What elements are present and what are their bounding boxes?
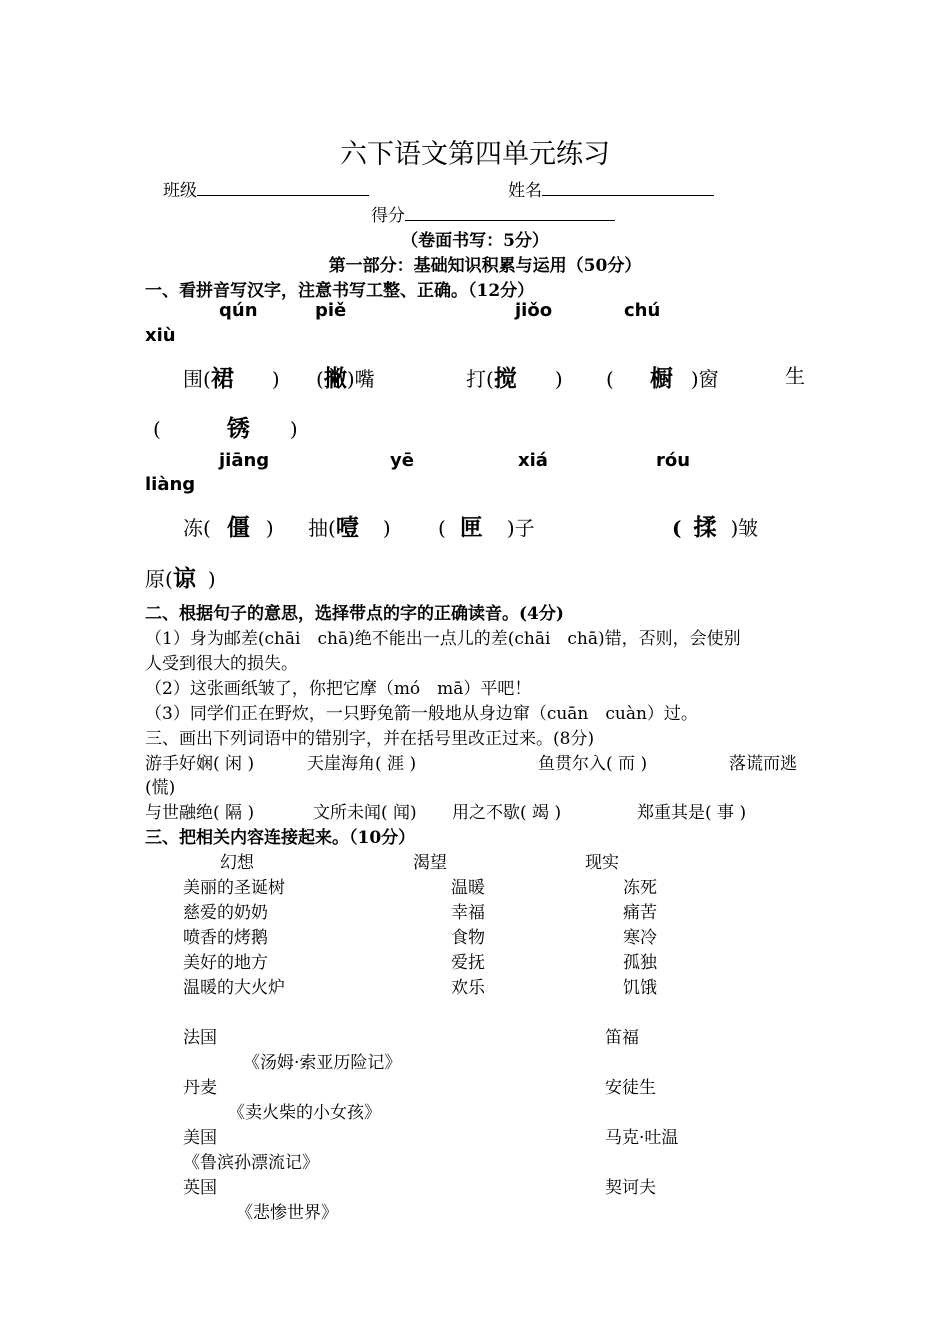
- pinyin: piě: [315, 300, 347, 321]
- answer-group: [153, 410, 298, 443]
- answer-char[interactable]: 橱: [649, 366, 673, 392]
- text: (: [438, 516, 446, 540]
- q3-item: 落谎而逃: [729, 754, 797, 774]
- text: ): [271, 367, 280, 391]
- name-field: [508, 176, 714, 201]
- q4-heading: 三、把相关内容连接起来。（10分）: [145, 828, 416, 848]
- q3-item: 与世融绝( 隔 ): [145, 803, 255, 823]
- match-item[interactable]: 美好的地方: [183, 953, 268, 973]
- match-item[interactable]: 美丽的圣诞树: [183, 878, 285, 898]
- text: 打(: [466, 367, 494, 391]
- q3-item: (慌): [145, 778, 176, 798]
- match-item[interactable]: 笛福: [605, 1028, 639, 1048]
- pinyin: jiāng: [219, 450, 270, 471]
- match-item[interactable]: 丹麦: [183, 1078, 217, 1098]
- text: 生: [785, 364, 805, 388]
- text: )窗: [690, 367, 719, 391]
- answer-char[interactable]: 撇: [323, 366, 347, 392]
- pinyin: yē: [390, 450, 414, 471]
- q3-item: 文所未闻( 闻): [313, 803, 417, 823]
- match-item[interactable]: 《汤姆·索亚历险记》: [243, 1053, 402, 1073]
- q3-item: 游手好娴( 闲 ): [145, 754, 255, 774]
- answer-char[interactable]: 裙: [210, 366, 234, 392]
- q2-line: （3）同学们正在野炊，一只野兔箭一般地从身边窜（cuān cuàn）过。: [145, 704, 698, 724]
- answer-char[interactable]: 锈: [226, 416, 250, 442]
- handwriting-note: （卷面书写：5分）: [401, 231, 549, 251]
- match-item[interactable]: 马克·吐温: [605, 1128, 679, 1148]
- match-item[interactable]: 美国: [183, 1128, 217, 1148]
- match-item[interactable]: 痛苦: [623, 903, 657, 923]
- pinyin: liàng: [145, 474, 196, 495]
- class-field: [163, 176, 369, 201]
- column-head: 现实: [585, 853, 619, 873]
- text: 原(: [145, 567, 173, 591]
- text: ): [554, 367, 563, 391]
- answer-char[interactable]: 搅: [493, 366, 517, 392]
- page-title: 六下语文第四单元练习: [340, 139, 610, 170]
- match-item[interactable]: 爱抚: [451, 953, 485, 973]
- text: )嘴: [346, 367, 375, 391]
- text: )子: [506, 516, 535, 540]
- match-item[interactable]: 饥饿: [623, 978, 657, 998]
- q1-heading: 一、看拼音写汉字，注意书写工整、正确。（12分）: [145, 281, 535, 301]
- pinyin: xiá: [518, 450, 548, 471]
- answer-char[interactable]: 噎: [335, 515, 359, 541]
- answer-char[interactable]: 揉: [693, 515, 717, 541]
- text: 冻(: [183, 516, 211, 540]
- answer-group: [316, 360, 375, 393]
- answer-group: [308, 509, 391, 542]
- match-item[interactable]: 温暖的大火炉: [183, 978, 285, 998]
- q2-line: （1）身为邮差(chāi chā)绝不能出一点儿的差(chāi chā)错，否则，会使别: [145, 629, 741, 649]
- match-item[interactable]: 食物: [451, 928, 485, 948]
- match-item[interactable]: 喷香的烤鹅: [183, 928, 268, 948]
- q3-item: 鱼贯尔入( 而 ): [538, 754, 648, 774]
- q2-heading: 二、根据句子的意思，选择带点的字的正确读音。(4分): [145, 604, 564, 624]
- q3-heading: 三、画出下列词语中的错别字，并在括号里改正过来。(8分): [145, 729, 595, 749]
- name-label: 姓名: [508, 181, 542, 201]
- text: (: [672, 516, 682, 540]
- text: (: [316, 367, 324, 391]
- answer-group: [183, 509, 274, 542]
- class-label: 班级: [163, 181, 197, 201]
- q2-line: 人受到很大的损失。: [145, 654, 298, 674]
- match-item[interactable]: 慈爱的奶奶: [183, 903, 268, 923]
- text: ): [265, 516, 274, 540]
- answer-group: [145, 560, 216, 593]
- match-item[interactable]: 寒冷: [623, 928, 657, 948]
- q3-item: 用之不歇( 竭 ): [452, 803, 562, 823]
- pinyin: jiǒo: [515, 300, 553, 321]
- class-blank[interactable]: [197, 179, 369, 196]
- text: 围(: [183, 367, 211, 391]
- match-item[interactable]: 温暖: [451, 878, 485, 898]
- answer-group: [438, 509, 535, 542]
- pinyin: róu: [656, 450, 691, 471]
- text: ): [382, 516, 391, 540]
- answer-group: [183, 360, 280, 393]
- q3-item: 郑重其是( 事 ): [637, 803, 747, 823]
- match-item[interactable]: 安徒生: [605, 1078, 656, 1098]
- pinyin: qún: [219, 300, 258, 321]
- answer-char[interactable]: 僵: [226, 515, 250, 541]
- name-blank[interactable]: [542, 179, 714, 196]
- text: (: [606, 367, 614, 391]
- text: )皱: [730, 516, 759, 540]
- text: 抽(: [308, 516, 336, 540]
- text: ): [289, 417, 298, 441]
- match-item[interactable]: 孤独: [623, 953, 657, 973]
- match-item[interactable]: 英国: [183, 1178, 217, 1198]
- score-field: [371, 201, 615, 226]
- answer-char[interactable]: 谅: [172, 566, 196, 592]
- column-head: 幻想: [220, 853, 254, 873]
- pinyin: xiù: [145, 325, 176, 346]
- match-item[interactable]: 《悲惨世界》: [236, 1203, 338, 1223]
- match-item[interactable]: 幸福: [451, 903, 485, 923]
- score-label: 得分: [371, 206, 405, 226]
- text: ): [207, 567, 216, 591]
- answer-char[interactable]: 匣: [459, 515, 483, 541]
- answer-group: [672, 509, 758, 542]
- match-item[interactable]: 《鲁滨孙漂流记》: [183, 1153, 319, 1173]
- score-blank[interactable]: [405, 204, 615, 221]
- column-head: 渴望: [413, 853, 447, 873]
- pinyin: chú: [624, 300, 661, 321]
- match-item[interactable]: 《卖火柴的小女孩》: [228, 1103, 381, 1123]
- match-item[interactable]: 法国: [183, 1028, 217, 1048]
- q2-line: （2）这张画纸皱了，你把它摩（mó mā）平吧！: [145, 679, 532, 699]
- match-item[interactable]: 冻死: [623, 878, 657, 898]
- match-item[interactable]: 契诃夫: [605, 1178, 656, 1198]
- part1-heading: 第一部分：基础知识积累与运用（50分）: [328, 256, 642, 276]
- answer-group: [466, 360, 563, 393]
- answer-group: [606, 360, 719, 393]
- q3-item: 天崖海角( 涯 ): [307, 754, 417, 774]
- match-item[interactable]: 欢乐: [451, 978, 485, 998]
- text: (: [153, 417, 161, 441]
